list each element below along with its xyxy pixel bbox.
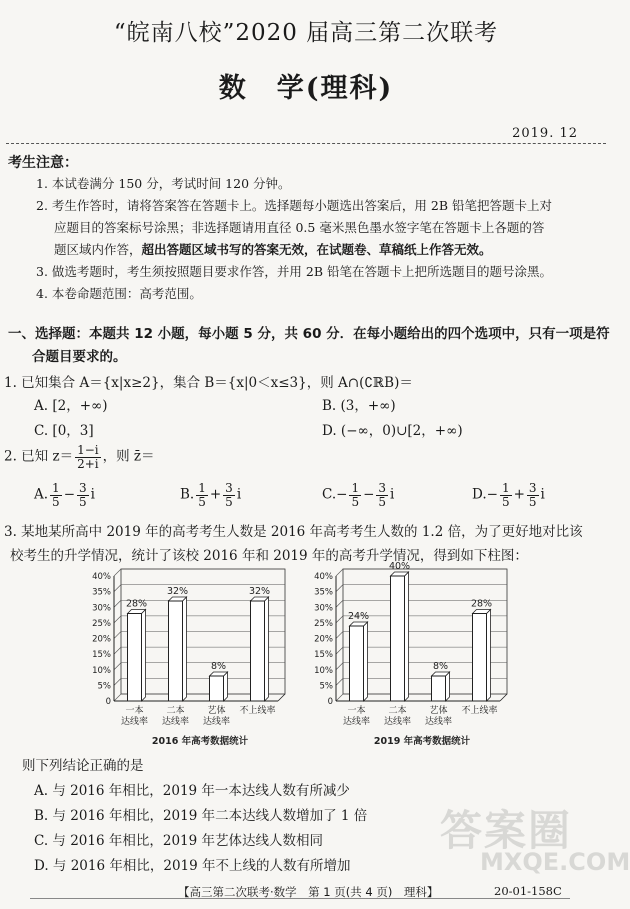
chart-2019-ytick-label: 10%	[314, 665, 333, 676]
chart-2019-bar	[391, 576, 405, 701]
chart-2016-bar-side	[265, 597, 269, 701]
chart-2016-title: 2016 年高考数据统计	[151, 736, 249, 747]
q2-option-d-unit: i	[540, 486, 545, 503]
chart-2016-gridline-side	[114, 694, 121, 701]
chart-2019-xtick-label: 二本	[388, 706, 407, 716]
chart-2016-data-label: 28%	[125, 598, 148, 610]
chart-2016-ytick-label: 10%	[92, 665, 111, 676]
exam-date: 2019. 12	[512, 126, 578, 141]
chart-2019-ytick-label: 15%	[314, 650, 333, 661]
chart-2016	[78, 566, 298, 752]
chart-2019-ytick-label: 30%	[314, 603, 333, 614]
chart-2016-bar	[251, 601, 265, 701]
chart-2019-bar	[473, 614, 487, 702]
notice-title: 考生注意：	[8, 155, 78, 171]
q2-option-c	[322, 482, 394, 508]
chart-2016-ytick-label: 5%	[97, 681, 111, 692]
q2-option-c-frac2	[376, 482, 388, 508]
chart-2019-data-label: 8%	[432, 661, 449, 672]
q3-question: 则下列结论正确的是	[22, 758, 144, 774]
q2-denominator: 2+i	[77, 456, 99, 471]
chart-2016-gridline-side	[114, 663, 121, 670]
chart-2019-gridline-side	[336, 600, 343, 607]
chart-2016-gridline-side	[114, 616, 121, 623]
q2-fraction	[75, 444, 101, 470]
chart-2016-gridline-side	[114, 632, 121, 639]
chart-2016-bar-side	[183, 597, 187, 701]
q2-option-d-op: +	[513, 486, 525, 503]
chart-2019-xtick-label: 达线率	[342, 717, 371, 727]
chart-2019-xtick-label: 艺体	[429, 706, 448, 716]
q2-option-a-d1: 5	[52, 494, 60, 509]
chart-2016-gridline-side	[114, 600, 121, 607]
q2-option-c-d2: 5	[378, 494, 387, 509]
q2-option-d	[472, 482, 545, 508]
chart-2019-gridline-side	[336, 663, 343, 670]
chart-2016-bar	[169, 601, 183, 701]
chart-2019-ytick-label: 35%	[314, 587, 333, 598]
q3-option-c: C. 与 2016 年相比，2019 年艺体达线人数相同	[34, 833, 324, 849]
chart-2016-ytick-label: 30%	[92, 603, 111, 614]
chart-2019-data-label: 24%	[347, 611, 370, 622]
chart-2019-gridline-side	[336, 585, 343, 592]
q2-option-b-frac1	[196, 482, 208, 508]
chart-2019-gridline-side	[336, 647, 343, 654]
q2-option-d-sign: −	[486, 486, 498, 503]
q2-option-a-label: A.	[34, 486, 49, 503]
chart-2019-data-label: 40%	[388, 561, 411, 572]
q2-option-c-n2: 3	[378, 481, 387, 495]
chart-2019-xtick-label: 达线率	[383, 717, 412, 727]
chart-2019-gridline-side	[336, 569, 343, 576]
watermark-logo: 答案圈	[440, 806, 573, 855]
chart-2016-data-label: 32%	[248, 586, 271, 597]
q2-option-a-d2: 5	[79, 494, 87, 509]
chart-2016-xtick-label: 二本	[166, 706, 185, 716]
notice-item-3: 3. 做选考题时，考生须按照题目要求作答，并用 2B 铅笔在答题卡上把所选题目的题号涂黑。	[36, 264, 552, 279]
q2-option-c-frac1	[349, 482, 361, 508]
chart-2019-gridline-side	[336, 678, 343, 685]
q2-option-a-op: −	[63, 486, 75, 503]
chart-2019-bar-side	[446, 672, 450, 701]
chart-2019-bar-side	[364, 622, 368, 701]
chart-2016-xtick-label: 不上线率	[239, 706, 276, 716]
chart-2019-bar-side	[487, 610, 491, 702]
chart-2016-xtick-label: 一本	[125, 706, 144, 716]
chart-2016-ytick-label: 15%	[92, 650, 111, 661]
chart-2019-bar	[350, 626, 364, 701]
q2-option-b-d2: 5	[225, 494, 233, 509]
q3-stem-2: 校考生的升学情况，统计了该校 2016 年和 2019 年的高考升学情况，得到如下柱图：	[10, 548, 528, 564]
q2-option-d-d2: 5	[528, 494, 537, 509]
chart-2019-xtick-label: 不上线率	[461, 706, 498, 716]
q2-option-d-frac1	[500, 482, 512, 508]
notice-emphasis: 超出答题区域书写的答案无效，在试题卷、草稿纸上作答无效。	[141, 242, 492, 257]
section-heading: 一、选择题：本题共 12 小题，每小题 5 分，共 60 分．在每小题给出的四个选项中，只有一项是符	[8, 326, 610, 342]
header-divider	[6, 143, 606, 144]
chart-2019-ytick-label: 20%	[314, 634, 333, 645]
chart-2016-data-label: 32%	[166, 586, 189, 597]
notice-item-2-end-text: 题区域内作答，	[54, 242, 142, 257]
chart-2019-title: 2019 年高考数据统计	[373, 736, 471, 747]
footer-rule	[30, 898, 570, 899]
paper-code: 20-01-158C	[494, 884, 562, 898]
q2-option-a-frac1	[50, 482, 62, 508]
q2-option-a-unit: i	[90, 486, 95, 503]
q2-option-c-unit: i	[390, 486, 395, 503]
q2-option-b-n2: 3	[225, 481, 233, 495]
q2-option-d-frac2	[527, 482, 539, 508]
q2-prefix: 2. 已知 z＝	[4, 448, 74, 465]
chart-2016-xtick-label: 艺体	[207, 706, 226, 716]
chart-2016-ytick-label: 35%	[92, 587, 111, 598]
chart-2019-ytick-label: 5%	[319, 681, 333, 692]
q2-suffix: ，则 z̄＝	[102, 448, 155, 465]
q2-option-a	[34, 482, 95, 508]
chart-2016-ytick-label: 20%	[92, 634, 111, 645]
chart-2016-gridline-side	[114, 585, 121, 592]
q2-option-a-n1: 1	[52, 481, 60, 495]
q2-option-b-op: +	[209, 486, 222, 503]
chart-2019-bar	[432, 676, 446, 701]
chart-2019-floor-edge	[500, 694, 507, 701]
notice-item-2: 2. 考生作答时，请将答案答在答题卡上。选择题每小题选出答案后，用 2B 铅笔把答题卡上对	[36, 198, 552, 213]
chart-2016-bar	[210, 676, 224, 701]
q2-option-b-d1: 5	[198, 494, 206, 509]
q2-option-c-n1: 1	[351, 481, 360, 495]
chart-2016-bar	[128, 614, 142, 702]
chart-2019-data-label: 28%	[470, 598, 493, 610]
q2-stem	[4, 444, 155, 470]
exam-title: “皖南八校”2020 届高三第二次联考	[113, 20, 499, 46]
chart-2019-ytick-label: 40%	[314, 572, 333, 582]
chart-2016-gridline-side	[114, 678, 121, 685]
notice-item-2-end	[54, 240, 492, 258]
q3-option-a: A. 与 2016 年相比，2019 年一本达线人数有所减少	[34, 783, 350, 799]
q2-option-b-label: B.	[180, 486, 195, 503]
chart-2019-ytick-label: 25%	[314, 618, 333, 629]
q1-option-c: C. [0，3]	[34, 423, 94, 439]
chart-2019-ytick-label: 0	[327, 697, 333, 707]
q2-option-b-frac2	[223, 482, 235, 508]
q2-option-d-label: D.	[472, 486, 487, 503]
chart-2016-bar-side	[224, 672, 228, 701]
q2-option-c-op: −	[363, 486, 375, 503]
q2-option-d-d1: 5	[501, 494, 510, 509]
q3-option-b: B. 与 2016 年相比，2019 年二本达线人数增加了 1 倍	[34, 808, 368, 824]
subject-title: 数 学(理科)	[218, 73, 394, 104]
chart-2016-gridline-side	[114, 647, 121, 654]
chart-2016-ytick-label: 40%	[92, 572, 111, 582]
chart-2016-ytick-label: 0	[105, 697, 111, 707]
section-heading-cont: 合题目要求的。	[32, 349, 127, 365]
q1-option-d: D. (−∞，0)∪[2，+∞)	[322, 423, 463, 439]
watermark-url: MXQE.COM	[480, 848, 630, 876]
chart-2019	[300, 561, 520, 752]
chart-2016-ytick-label: 25%	[92, 618, 111, 629]
chart-2016-xtick-label: 达线率	[120, 717, 149, 727]
chart-2016-xtick-label: 达线率	[161, 717, 190, 727]
chart-2019-gridline-side	[336, 616, 343, 623]
q2-option-d-n1: 1	[501, 481, 510, 495]
q2-option-b-n1: 1	[198, 481, 206, 495]
chart-2016-data-label: 8%	[210, 661, 227, 672]
chart-2016-xtick-label: 达线率	[202, 717, 231, 727]
q2-numerator: 1−i	[77, 443, 99, 457]
notice-item-1: 1. 本试卷满分 150 分，考试时间 120 分钟。	[36, 176, 291, 191]
q2-option-a-frac2	[77, 482, 89, 508]
chart-2019-gridline-side	[336, 694, 343, 701]
chart-2019-gridline-side	[336, 632, 343, 639]
chart-2016-bar-side	[142, 610, 146, 702]
chart-2019-bar-side	[405, 572, 409, 701]
q1-option-b: B. (3，+∞)	[322, 398, 396, 414]
q2-option-a-n2: 3	[79, 481, 87, 495]
q2-option-d-n2: 3	[528, 481, 537, 495]
notice-item-4: 4. 本卷命题范围：高考范围。	[36, 286, 202, 301]
q2-option-b-unit: i	[236, 486, 242, 503]
chart-2019-xtick-label: 一本	[347, 706, 366, 716]
q3-option-d: D. 与 2016 年相比，2019 年不上线的人数有所增加	[34, 858, 351, 874]
q3-stem-1: 3. 某地某所高中 2019 年的高考考生人数是 2016 年高考考生人数的 1.2 倍，为了更好地对比该	[4, 524, 583, 540]
page-footer: 【高三第二次联考·数学 第 1 页(共 4 页) 理科】	[178, 885, 439, 899]
chart-2019-xtick-label: 达线率	[424, 717, 453, 727]
q2-option-b	[180, 482, 241, 508]
q2-option-c-sign: −	[336, 486, 348, 503]
notice-item-2-cont: 应题目的答案标号涂黑；非选择题请用直径 0.5 毫米黑色墨水签字笔在答题卡上各题的答	[54, 220, 545, 235]
chart-2016-floor-edge	[278, 694, 285, 701]
q2-option-c-label: C.	[322, 486, 337, 503]
chart-2016-gridline-side	[114, 569, 121, 576]
q1-stem: 1. 已知集合 A＝{x|x≥2}，集合 B＝{x|0＜x≤3}，则 A∩(∁ℝB)＝	[4, 375, 413, 391]
q1-option-a: A. [2，+∞)	[34, 398, 108, 414]
q2-option-c-d1: 5	[351, 494, 360, 509]
